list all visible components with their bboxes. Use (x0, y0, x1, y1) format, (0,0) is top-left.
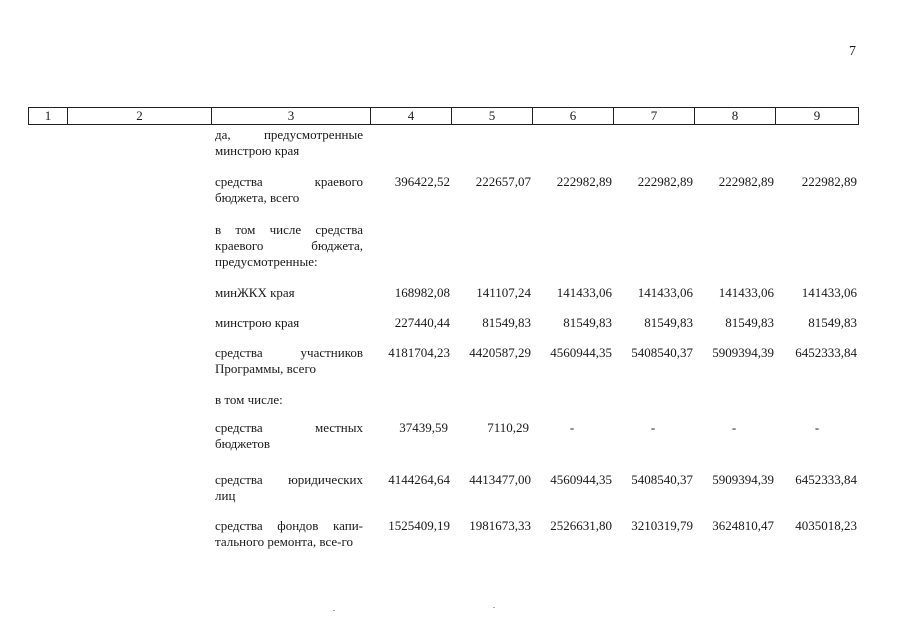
header-col-2: 2 (68, 108, 212, 125)
value-col-7: - (650, 420, 656, 435)
row-label: минстрою края (215, 315, 300, 330)
page-number: 7 (849, 44, 856, 59)
value-col-5: 141107,24 (476, 285, 531, 300)
header-col-1: 1 (29, 108, 68, 125)
value-col-5: 4420587,29 (469, 345, 531, 360)
value-col-6: 81549,83 (563, 315, 612, 330)
value-col-6: 4560944,35 (550, 345, 612, 360)
header-col-3: 3 (212, 108, 371, 125)
row-label: средства местных бюджетов (215, 420, 363, 451)
value-col-9: 81549,83 (808, 315, 857, 330)
header-col-6: 6 (533, 108, 614, 125)
header-col-8: 8 (695, 108, 776, 125)
value-col-8: 81549,83 (725, 315, 774, 330)
value-col-7: 141433,06 (637, 285, 693, 300)
row-label: минЖКХ края (215, 285, 295, 300)
value-col-4: 4144264,64 (388, 472, 450, 487)
row-label: да, предусмотренные минстрою края (215, 127, 363, 158)
value-col-9: - (814, 420, 820, 435)
value-col-8: 5909394,39 (712, 345, 774, 360)
value-col-5: 222657,07 (475, 174, 531, 189)
value-col-9: 4035018,23 (795, 518, 857, 533)
value-col-5: 7110,29 (487, 420, 529, 435)
scan-speck (333, 610, 335, 611)
value-col-9: 222982,89 (801, 174, 857, 189)
header-col-9: 9 (776, 108, 859, 125)
value-col-9: 141433,06 (801, 285, 857, 300)
value-col-7: 5408540,37 (631, 472, 693, 487)
row-label: средства краевого бюджета, всего (215, 174, 363, 205)
value-col-4: 4181704,23 (388, 345, 450, 360)
value-col-6: 141433,06 (556, 285, 612, 300)
header-col-7: 7 (614, 108, 695, 125)
value-col-7: 3210319,79 (631, 518, 693, 533)
value-col-6: 4560944,35 (550, 472, 612, 487)
column-number-header (28, 107, 859, 125)
value-col-5: 1981673,33 (469, 518, 531, 533)
value-col-9: 6452333,84 (795, 472, 857, 487)
value-col-7: 81549,83 (644, 315, 693, 330)
value-col-4: 396422,52 (394, 174, 450, 189)
value-col-8: 5909394,39 (712, 472, 774, 487)
row-label: в том числе: (215, 392, 283, 407)
value-col-9: 6452333,84 (795, 345, 857, 360)
value-col-8: 141433,06 (718, 285, 774, 300)
value-col-5: 4413477,00 (469, 472, 531, 487)
value-col-6: 2526631,80 (550, 518, 612, 533)
row-label: средства участников Программы, всего (215, 345, 363, 376)
header-row (29, 108, 859, 125)
value-col-5: 81549,83 (482, 315, 531, 330)
value-col-6: 222982,89 (556, 174, 612, 189)
row-label: средства юридических лиц (215, 472, 363, 503)
scan-speck (493, 607, 495, 608)
value-col-7: 5408540,37 (631, 345, 693, 360)
value-col-4: 1525409,19 (388, 518, 450, 533)
value-col-7: 222982,89 (637, 174, 693, 189)
value-col-4: 37439,59 (399, 420, 448, 435)
header-col-5: 5 (452, 108, 533, 125)
value-col-8: - (731, 420, 737, 435)
row-label: в том числе средства краевого бюджета, предусмотренные: (215, 222, 363, 269)
header-col-4: 4 (371, 108, 452, 125)
row-label: средства фондов капи-тального ремонта, все-го (215, 518, 363, 549)
value-col-8: 3624810,47 (712, 518, 774, 533)
value-col-4: 227440,44 (394, 315, 450, 330)
value-col-4: 168982,08 (394, 285, 450, 300)
value-col-8: 222982,89 (718, 174, 774, 189)
value-col-6: - (569, 420, 575, 435)
